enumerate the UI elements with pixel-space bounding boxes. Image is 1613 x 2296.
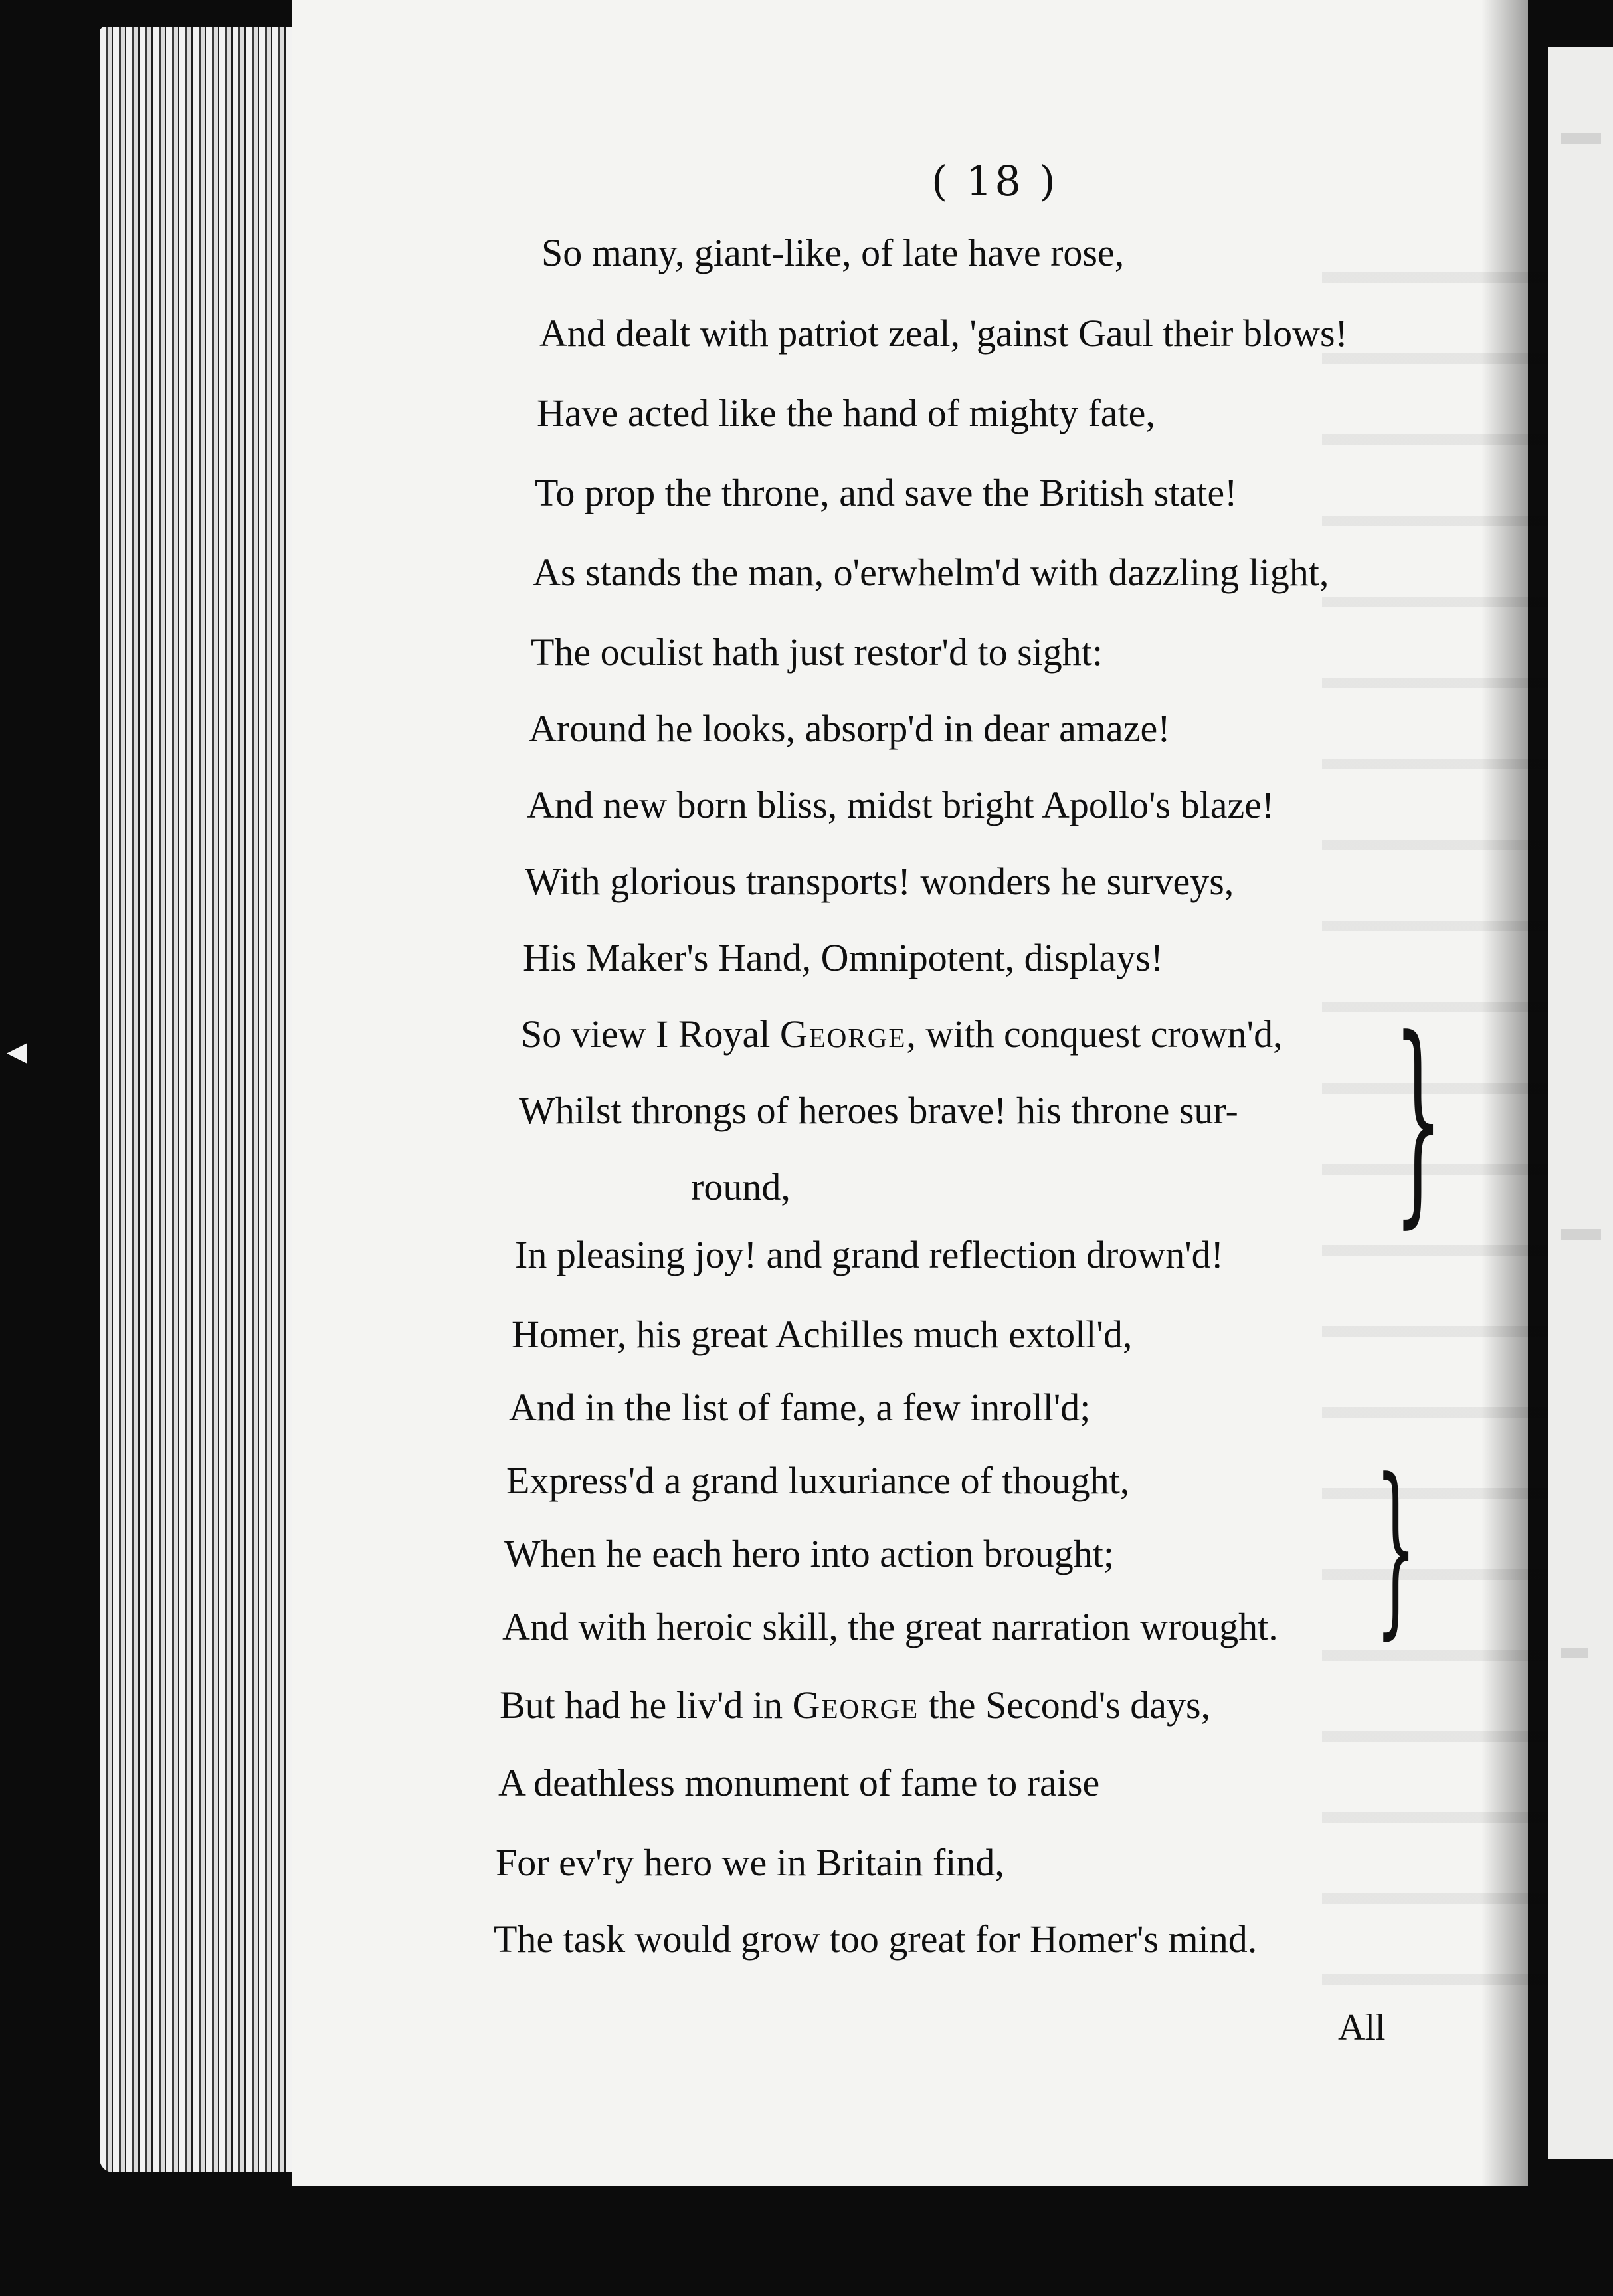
poem-line bbox=[500, 1683, 1211, 1727]
poem-line: And dealt with patriot zeal, 'gainst Gaul their blows! bbox=[539, 312, 1348, 355]
poem-line: The task would grow too great for Homer's mind. bbox=[494, 1917, 1258, 1961]
poem-line: Have acted like the hand of mighty fate, bbox=[537, 391, 1155, 434]
poem-line: Around he looks, absorp'd in dear amaze! bbox=[529, 707, 1171, 750]
gutter-shadow bbox=[1481, 0, 1528, 2186]
poem-line-runover: round, bbox=[691, 1165, 791, 1208]
poem-line-segment: But had he liv'd in bbox=[500, 1683, 793, 1727]
poem-line-segment: , with conquest crown'd, bbox=[906, 1012, 1283, 1056]
facing-text-fragment bbox=[1561, 1229, 1601, 1240]
poem-line: With glorious transports! wonders he surveys, bbox=[525, 860, 1234, 903]
poem-line: Express'd a grand luxuriance of thought, bbox=[506, 1459, 1130, 1502]
poem-line: And new born bliss, midst bright Apollo's blaze! bbox=[527, 783, 1275, 826]
facing-page-edge bbox=[1548, 47, 1613, 2159]
poem-line-segment: So view I Royal bbox=[521, 1012, 780, 1056]
poem-line: Homer, his great Achilles much extoll'd, bbox=[512, 1313, 1133, 1356]
poem-line: To prop the throne, and save the British state! bbox=[535, 471, 1238, 514]
poem-line-segment: the Second's days, bbox=[919, 1683, 1211, 1727]
page-edges bbox=[100, 27, 306, 2172]
king-name-small-caps: George bbox=[792, 1683, 919, 1727]
catchword: All bbox=[1338, 2007, 1386, 2048]
page-number: ( 18 ) bbox=[931, 157, 1058, 205]
poem-line: As stands the man, o'erwhelm'd with dazzling light, bbox=[533, 551, 1329, 594]
margin-arrow-mark: ◀ bbox=[7, 1036, 27, 1067]
triplet-brace: } bbox=[1375, 1440, 1417, 1656]
poem-line: For ev'ry hero we in Britain find, bbox=[496, 1841, 1004, 1884]
triplet-brace: } bbox=[1394, 992, 1443, 1247]
poem-line: And with heroic skill, the great narration wrought. bbox=[502, 1605, 1278, 1648]
poem-line: In pleasing joy! and grand reflection drown'd! bbox=[515, 1233, 1224, 1276]
poem-line: A deathless monument of fame to raise bbox=[498, 1761, 1100, 1804]
poem-line: His Maker's Hand, Omnipotent, displays! bbox=[523, 936, 1164, 979]
facing-text-fragment bbox=[1561, 1648, 1588, 1658]
king-name-small-caps: George bbox=[779, 1012, 907, 1056]
poem-line: The oculist hath just restor'd to sight: bbox=[531, 630, 1103, 674]
poem-line: Whilst throngs of heroes brave! his throne sur- bbox=[519, 1089, 1238, 1132]
poem-line: When he each hero into action brought; bbox=[504, 1532, 1115, 1575]
poem-line: So many, giant-like, of late have rose, bbox=[541, 231, 1125, 274]
poem-line bbox=[521, 1012, 1283, 1056]
facing-text-fragment bbox=[1561, 133, 1601, 144]
poem-line: And in the list of fame, a few inroll'd; bbox=[509, 1386, 1091, 1429]
